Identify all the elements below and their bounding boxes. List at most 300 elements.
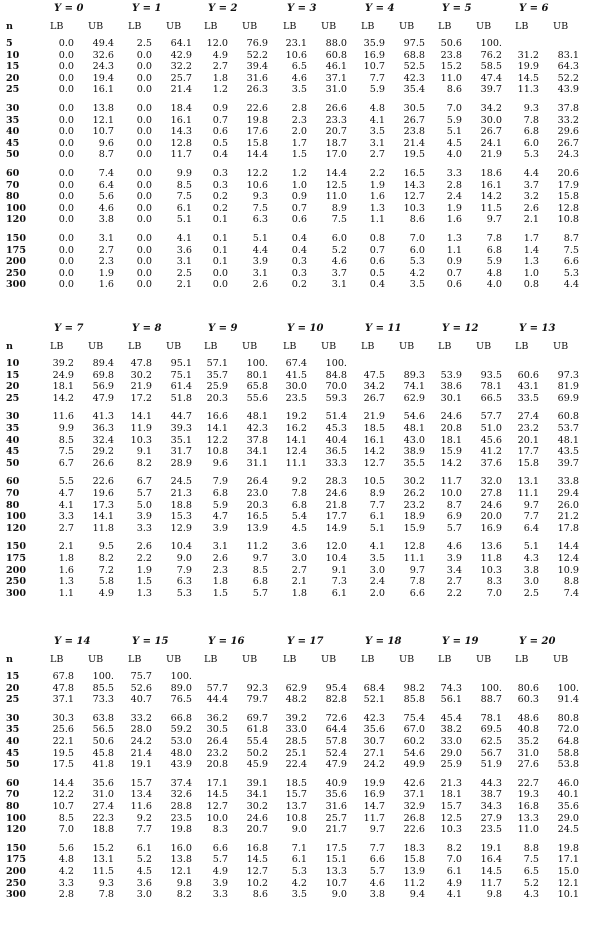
ub-value: 9.1 [331, 564, 347, 576]
lb-value: 21.3 [440, 777, 462, 789]
lb-value: 1.8 [58, 553, 74, 564]
lb-value: 9.2 [291, 476, 307, 488]
lb-value: 9.0 [291, 824, 307, 836]
n-value: 200 [6, 256, 27, 268]
lb-value: 16.9 [363, 49, 385, 61]
ub-value: 41.3 [92, 411, 114, 423]
ub-value: 18.3 [403, 842, 425, 854]
lb-value: 48.2 [285, 694, 307, 706]
lb-value: 1.7 [523, 233, 539, 244]
lb-value: 0.5 [212, 137, 228, 149]
lb-value: 2.8 [58, 889, 74, 901]
ub-value: 34.1 [246, 789, 268, 801]
lb-value: 24.9 [52, 369, 74, 381]
ub-value: 16.4 [480, 854, 502, 866]
ub-value: 78.1 [480, 381, 502, 393]
lb-value: 35.7 [206, 369, 228, 381]
ub-value: 52.2 [246, 49, 268, 61]
ub-value: 20.7 [325, 126, 347, 138]
ub-value: 14.9 [325, 522, 347, 534]
ub-value: 8.6 [409, 214, 425, 226]
n-value: 15 [6, 671, 20, 682]
lb-label: LB [128, 21, 142, 32]
lb-value: 0.2 [291, 279, 307, 291]
lb-value: 0.0 [136, 233, 152, 244]
ub-value: 9.5 [98, 541, 114, 553]
n-value: 100 [6, 812, 27, 824]
lb-value: 8.7 [446, 499, 462, 511]
ub-value: 4.9 [98, 587, 114, 599]
ub-value: 7.9 [176, 564, 192, 576]
ub-value: 56.7 [480, 747, 502, 759]
lb-value: 0.0 [58, 256, 74, 268]
lb-value: 26.7 [363, 392, 385, 404]
ub-value: 58.5 [480, 61, 502, 73]
ub-value: 4.2 [409, 267, 425, 279]
ub-value: 3.9 [252, 256, 268, 268]
lb-label: LB [515, 21, 529, 32]
ub-value: 19.8 [557, 842, 579, 854]
ub-value: 52.4 [325, 747, 347, 759]
n-value: 60 [6, 476, 20, 488]
ub-value: 4.4 [563, 279, 579, 291]
n-value: 35 [6, 724, 20, 736]
lb-value: 9.7 [523, 499, 539, 511]
ub-value: 84.8 [325, 369, 347, 381]
ub-value: 15.2 [92, 842, 114, 854]
lb-value: 0.0 [136, 179, 152, 191]
ub-value: 22.3 [92, 812, 114, 824]
lb-value: 20.8 [206, 759, 228, 771]
ub-value: 98.2 [403, 682, 425, 694]
ub-value: 16.5 [246, 511, 268, 523]
lb-value: 5.2 [136, 854, 152, 866]
column-heading: Y = 11 [365, 323, 402, 334]
ub-value: 10.1 [557, 889, 579, 901]
lb-value: 6.6 [369, 854, 385, 866]
lb-value: 57.1 [206, 358, 228, 369]
ub-value: 2.3 [98, 256, 114, 268]
ub-value: 5.7 [252, 587, 268, 599]
ub-value: 10.4 [325, 553, 347, 564]
n-value: 50 [6, 149, 20, 161]
ub-value: 78.1 [480, 712, 502, 724]
ub-value: 43.9 [557, 84, 579, 96]
lb-value: 5.9 [369, 84, 385, 96]
lb-value: 11.0 [517, 824, 539, 836]
lb-value: 1.4 [523, 244, 539, 256]
lb-value: 0.0 [136, 267, 152, 279]
ub-value: 6.1 [331, 587, 347, 599]
lb-value: 0.0 [58, 126, 74, 138]
ub-value: 92.3 [246, 682, 268, 694]
lb-value: 7.7 [369, 72, 385, 84]
column-heading: Y = 6 [519, 3, 549, 14]
ub-value: 46.1 [325, 61, 347, 73]
ub-value: 24.1 [480, 137, 502, 149]
lb-value: 0.0 [136, 214, 152, 226]
n-value: 60 [6, 777, 20, 789]
lb-value: 2.0 [369, 587, 385, 599]
ub-value: 20.3 [246, 499, 268, 511]
lb-value: 15.8 [517, 457, 539, 469]
ub-value: 12.7 [403, 191, 425, 203]
ub-value: 95.4 [325, 682, 347, 694]
ub-value: 6.0 [409, 244, 425, 256]
lb-label: LB [438, 341, 452, 352]
lb-label: LB [515, 654, 529, 665]
lb-value: 11.9 [130, 423, 152, 434]
ub-value: 14.3 [170, 126, 192, 138]
lb-value: 0.8 [369, 233, 385, 244]
column-heading: Y = 3 [287, 3, 317, 14]
ub-value: 21.7 [325, 824, 347, 836]
lb-value: 6.9 [446, 511, 462, 523]
lb-value: 13.7 [285, 801, 307, 812]
ub-value: 8.7 [563, 233, 579, 244]
ub-value: 36.5 [325, 446, 347, 458]
ub-value: 15.0 [557, 866, 579, 877]
lb-value: 21.9 [130, 381, 152, 393]
ub-value: 16.1 [480, 179, 502, 191]
lb-value: 11.1 [285, 457, 307, 469]
lb-value: 7.7 [369, 842, 385, 854]
ub-value: 12.2 [246, 168, 268, 179]
n-value: 40 [6, 434, 20, 446]
lb-value: 0.9 [446, 256, 462, 268]
lb-value: 47.8 [52, 682, 74, 694]
lb-value: 39.2 [285, 712, 307, 724]
ub-value: 11.7 [170, 149, 192, 161]
ub-value: 11.0 [325, 191, 347, 203]
ub-value: 7.5 [563, 244, 579, 256]
n-value: 45 [6, 446, 20, 458]
column-heading: Y = 9 [208, 323, 238, 334]
lb-value: 1.9 [446, 202, 462, 214]
lb-value: 11.7 [440, 476, 462, 488]
lb-value: 3.3 [446, 168, 462, 179]
lb-value: 35.6 [363, 724, 385, 736]
lb-value: 0.9 [291, 191, 307, 203]
lb-value: 52.6 [130, 682, 152, 694]
n-value: 250 [6, 576, 27, 588]
lb-value: 8.6 [446, 84, 462, 96]
ub-value: 63.8 [92, 712, 114, 724]
lb-value: 0.0 [136, 279, 152, 291]
column-heading: Y = 7 [54, 323, 84, 334]
ub-value: 7.8 [486, 233, 502, 244]
n-label: n [6, 341, 13, 352]
lb-value: 3.0 [369, 564, 385, 576]
ub-value: 61.8 [246, 724, 268, 736]
ub-value: 97.3 [557, 369, 579, 381]
lb-value: 3.3 [58, 877, 74, 889]
ub-value: 13.6 [480, 541, 502, 553]
lb-value: 4.9 [446, 877, 462, 889]
lb-value: 2.5 [523, 587, 539, 599]
ub-value: 12.1 [92, 114, 114, 126]
ub-value: 67.0 [403, 724, 425, 736]
ub-value: 26.4 [246, 476, 268, 488]
ub-value: 17.9 [557, 179, 579, 191]
ub-value: 26.7 [480, 126, 502, 138]
ub-value: 23.3 [325, 114, 347, 126]
lb-value: 1.5 [212, 587, 228, 599]
ub-value: 14.4 [246, 149, 268, 161]
ub-value: 18.8 [92, 824, 114, 836]
lb-value: 47.8 [130, 358, 152, 369]
ub-value: 91.4 [557, 694, 579, 706]
lb-value: 1.8 [212, 72, 228, 84]
n-value: 20 [6, 72, 20, 84]
lb-value: 9.7 [369, 824, 385, 836]
lb-value: 35.9 [363, 38, 385, 49]
ub-value: 24.3 [92, 61, 114, 73]
n-value: 250 [6, 877, 27, 889]
lb-value: 22.4 [285, 759, 307, 771]
ub-value: 10.3 [480, 564, 502, 576]
lb-value: 13.4 [130, 789, 152, 801]
lb-value: 2.6 [136, 541, 152, 553]
ub-value: 27.9 [480, 812, 502, 824]
ub-value: 69.7 [246, 712, 268, 724]
lb-value: 0.0 [58, 214, 74, 226]
ub-value: 5.1 [252, 233, 268, 244]
lb-value: 8.5 [58, 434, 74, 446]
lb-value: 4.3 [523, 553, 539, 564]
ub-value: 31.1 [246, 457, 268, 469]
lb-value: 5.6 [58, 842, 74, 854]
ub-value: 40.9 [325, 777, 347, 789]
ub-value: 35.5 [403, 457, 425, 469]
lb-value: 1.1 [446, 244, 462, 256]
ub-value: 29.6 [557, 126, 579, 138]
ub-value: 3.6 [176, 244, 192, 256]
lb-value: 52.1 [363, 694, 385, 706]
ub-value: 23.5 [480, 824, 502, 836]
lb-value: 16.1 [363, 434, 385, 446]
lb-value: 25.1 [285, 747, 307, 759]
ub-value: 66.8 [170, 712, 192, 724]
ub-value: 32.4 [92, 434, 114, 446]
lb-value: 14.5 [206, 789, 228, 801]
ub-value: 51.9 [480, 759, 502, 771]
ub-label: UB [476, 341, 492, 352]
lb-value: 14.2 [363, 446, 385, 458]
ub-value: 48.1 [246, 411, 268, 423]
lb-value: 0.6 [291, 214, 307, 226]
lb-value: 1.0 [523, 267, 539, 279]
ub-value: 14.4 [557, 541, 579, 553]
n-value: 45 [6, 747, 20, 759]
lb-value: 9.3 [523, 103, 539, 114]
ub-value: 15.8 [246, 137, 268, 149]
lb-value: 3.9 [212, 522, 228, 534]
ub-value: 1.9 [98, 267, 114, 279]
n-value: 200 [6, 866, 27, 877]
n-label: n [6, 21, 13, 32]
lb-value: 17.2 [130, 392, 152, 404]
lb-value: 0.3 [212, 168, 228, 179]
lb-value: 4.4 [523, 168, 539, 179]
lb-value: 15.9 [440, 446, 462, 458]
ub-value: 9.6 [98, 137, 114, 149]
lb-value: 1.8 [212, 576, 228, 588]
lb-value: 4.1 [369, 114, 385, 126]
ub-value: 69.9 [557, 392, 579, 404]
lb-value: 6.1 [291, 854, 307, 866]
lb-value: 4.7 [58, 488, 74, 499]
lb-value: 35.2 [517, 736, 539, 747]
lb-value: 23.2 [206, 747, 228, 759]
lb-value: 0.0 [58, 38, 74, 49]
lb-value: 6.4 [523, 522, 539, 534]
ub-value: 51.4 [325, 411, 347, 423]
lb-value: 3.5 [291, 84, 307, 96]
lb-value: 3.3 [212, 889, 228, 901]
column-heading: Y = 5 [442, 3, 472, 14]
ub-value: 89.3 [403, 369, 425, 381]
lb-value: 1.3 [523, 256, 539, 268]
lb-value: 23.8 [440, 49, 462, 61]
ub-value: 29.4 [557, 488, 579, 499]
lb-value: 4.9 [212, 49, 228, 61]
ub-value: 28.9 [170, 457, 192, 469]
ub-value: 6.3 [176, 576, 192, 588]
ub-value: 100. [246, 358, 268, 369]
ub-value: 18.9 [403, 511, 425, 523]
n-value: 300 [6, 889, 27, 901]
ub-value: 3.1 [331, 279, 347, 291]
lb-value: 31.2 [517, 49, 539, 61]
lb-value: 19.1 [130, 759, 152, 771]
n-value: 80 [6, 191, 20, 203]
lb-value: 19.9 [363, 777, 385, 789]
ub-value: 13.9 [403, 866, 425, 877]
ub-value: 74.1 [403, 381, 425, 393]
ub-value: 53.7 [557, 423, 579, 434]
n-label: n [6, 654, 13, 665]
ub-value: 6.4 [98, 179, 114, 191]
ub-value: 27.4 [92, 801, 114, 812]
n-value: 150 [6, 541, 27, 553]
ub-value: 14.2 [480, 191, 502, 203]
ub-value: 37.4 [170, 777, 192, 789]
lb-value: 5.7 [446, 522, 462, 534]
lb-value: 4.2 [291, 877, 307, 889]
ub-value: 7.8 [98, 889, 114, 901]
lb-label: LB [204, 341, 218, 352]
column-heading: Y = 16 [208, 636, 245, 647]
ub-value: 4.4 [252, 244, 268, 256]
ub-value: 100. [557, 682, 579, 694]
ub-value: 93.5 [480, 369, 502, 381]
lb-value: 8.5 [58, 812, 74, 824]
ub-value: 64.3 [557, 61, 579, 73]
ub-value: 65.8 [246, 381, 268, 393]
ub-value: 80.8 [557, 712, 579, 724]
lb-value: 14.1 [206, 423, 228, 434]
column-heading: Y = 4 [365, 3, 395, 14]
ub-value: 3.8 [98, 214, 114, 226]
lb-value: 41.5 [285, 369, 307, 381]
lb-value: 0.1 [212, 214, 228, 226]
ub-label: UB [166, 654, 182, 665]
ub-label: UB [242, 341, 258, 352]
ub-value: 42.3 [403, 72, 425, 84]
ub-value: 5.3 [176, 587, 192, 599]
ub-value: 26.7 [403, 114, 425, 126]
lb-value: 0.0 [58, 103, 74, 114]
lb-label: LB [438, 21, 452, 32]
lb-value: 7.7 [136, 824, 152, 836]
lb-label: LB [438, 654, 452, 665]
lb-value: 68.4 [363, 682, 385, 694]
ub-value: 64.8 [557, 736, 579, 747]
lb-value: 0.9 [212, 103, 228, 114]
lb-value: 3.5 [291, 889, 307, 901]
ub-value: 68.8 [403, 49, 425, 61]
lb-value: 0.0 [136, 244, 152, 256]
lb-value: 56.1 [440, 694, 462, 706]
column-heading: Y = 19 [442, 636, 479, 647]
ub-value: 53.8 [557, 759, 579, 771]
lb-value: 38.6 [440, 381, 462, 393]
lb-value: 2.1 [291, 576, 307, 588]
lb-value: 0.0 [58, 179, 74, 191]
lb-value: 30.0 [285, 381, 307, 393]
ub-value: 33.2 [557, 114, 579, 126]
ub-value: 47.4 [480, 72, 502, 84]
lb-value: 5.7 [212, 854, 228, 866]
lb-value: 12.4 [285, 446, 307, 458]
ub-value: 15.8 [403, 854, 425, 866]
ub-value: 97.5 [403, 38, 425, 49]
ub-value: 25.7 [325, 812, 347, 824]
ub-value: 6.6 [563, 256, 579, 268]
lb-value: 7.9 [212, 476, 228, 488]
ub-label: UB [321, 21, 337, 32]
lb-value: 21.4 [130, 747, 152, 759]
lb-value: 28.0 [130, 724, 152, 736]
ub-value: 40.1 [557, 789, 579, 801]
ub-value: 88.0 [325, 38, 347, 49]
lb-value: 0.4 [291, 233, 307, 244]
ub-value: 5.8 [98, 576, 114, 588]
lb-value: 3.8 [369, 889, 385, 901]
lb-value: 9.9 [58, 423, 74, 434]
ub-value: 10.7 [92, 126, 114, 138]
n-value: 60 [6, 168, 20, 179]
lb-value: 3.9 [446, 553, 462, 564]
lb-label: LB [283, 341, 297, 352]
lb-value: 5.2 [523, 877, 539, 889]
ub-value: 31.7 [170, 446, 192, 458]
ub-value: 17.7 [325, 511, 347, 523]
ub-label: UB [553, 654, 569, 665]
ub-value: 9.7 [252, 553, 268, 564]
ub-value: 11.1 [403, 553, 425, 564]
lb-label: LB [50, 21, 64, 32]
n-value: 15 [6, 61, 20, 73]
lb-label: LB [128, 341, 142, 352]
ub-value: 8.2 [98, 553, 114, 564]
lb-value: 24.6 [440, 411, 462, 423]
ub-value: 22.6 [403, 824, 425, 836]
lb-value: 6.5 [291, 61, 307, 73]
ub-value: 64.4 [325, 724, 347, 736]
ub-value: 73.3 [92, 694, 114, 706]
